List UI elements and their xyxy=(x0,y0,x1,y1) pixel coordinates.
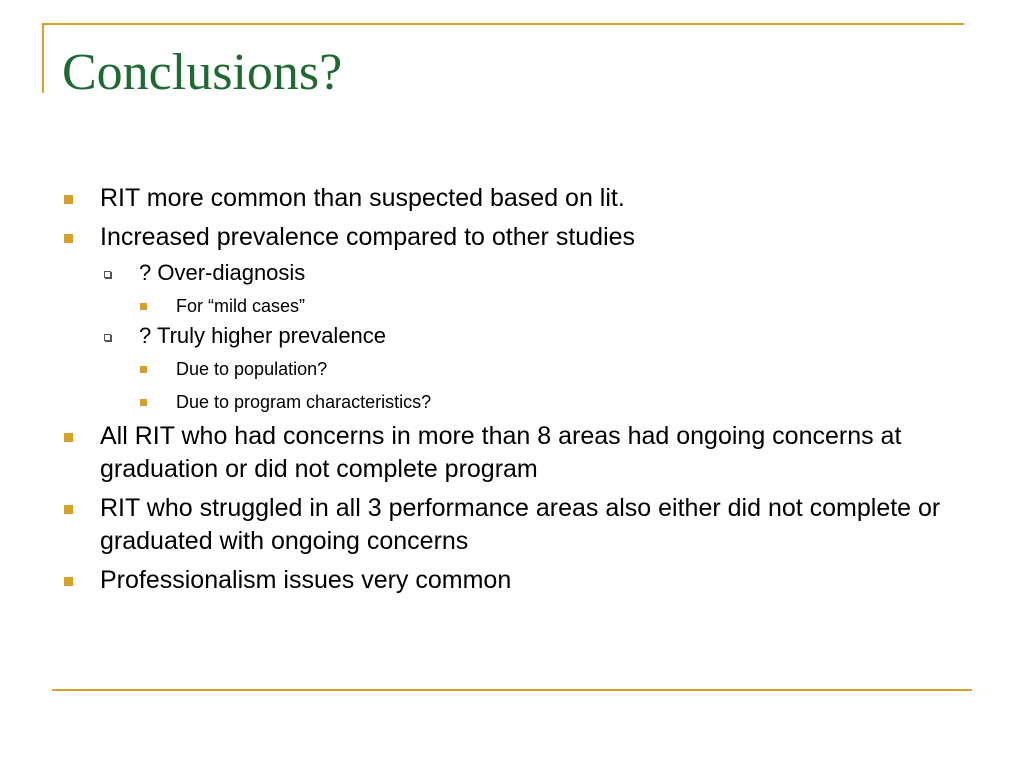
sub-bullet-text: ? Truly higher prevalence xyxy=(139,323,387,348)
hollow-square-bullet-icon xyxy=(104,334,111,341)
bullet-text: Increased prevalence compared to other studies xyxy=(100,223,636,251)
left-border-line xyxy=(42,23,44,93)
bullet-text: RIT who struggled in all 3 performance areas also either did not complete or graduated with ongoing concerns xyxy=(100,494,941,555)
bullet-item xyxy=(62,420,962,486)
bullet-list xyxy=(62,182,962,603)
bullet-item xyxy=(62,182,962,215)
sub-bullet-text: ? Over-diagnosis xyxy=(139,260,306,285)
sub-bullet-item xyxy=(62,257,962,289)
bullet-item xyxy=(62,564,962,597)
top-border-line xyxy=(42,23,964,25)
square-bullet-icon xyxy=(64,234,73,243)
square-bullet-icon xyxy=(64,577,73,586)
sub-sub-bullet-text: For “mild cases” xyxy=(176,296,306,316)
square-bullet-icon xyxy=(64,505,73,514)
square-bullet-icon xyxy=(64,433,73,442)
bullet-text: RIT more common than suspected based on lit. xyxy=(100,184,625,212)
sub-sub-bullet-text: Due to population? xyxy=(176,359,328,379)
bullet-text: Professionalism issues very common xyxy=(100,566,512,594)
square-bullet-icon xyxy=(140,303,147,310)
bullet-item xyxy=(62,492,962,558)
sub-sub-bullet-item xyxy=(62,290,962,322)
sub-bullet-item xyxy=(62,320,962,352)
square-bullet-icon xyxy=(64,195,73,204)
sub-sub-bullet-item xyxy=(62,353,962,385)
sub-sub-bullet-item xyxy=(62,386,962,418)
bullet-text: All RIT who had concerns in more than 8 areas had ongoing concerns at graduation or did not complete program xyxy=(100,422,902,483)
square-bullet-icon xyxy=(140,399,147,406)
slide-title: Conclusions? xyxy=(62,44,343,101)
bottom-border-line xyxy=(52,689,972,691)
bullet-item xyxy=(62,221,962,254)
hollow-square-bullet-icon xyxy=(104,271,111,278)
sub-sub-bullet-text: Due to program characteristics? xyxy=(176,392,432,412)
square-bullet-icon xyxy=(140,366,147,373)
